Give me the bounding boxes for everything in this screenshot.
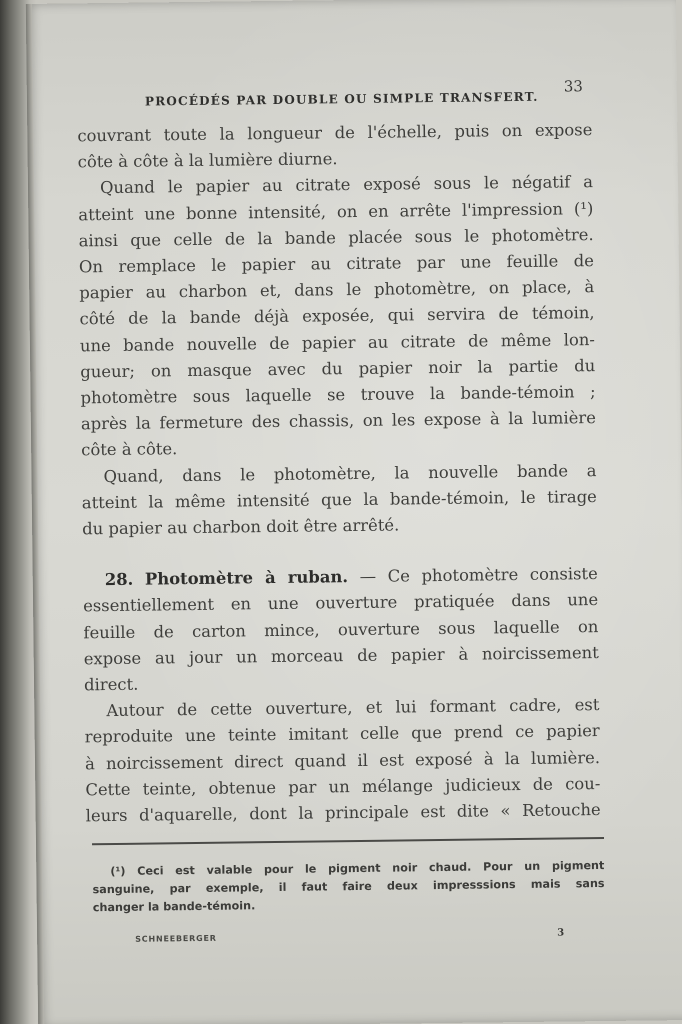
page-edge-shadow <box>26 4 45 1024</box>
text-line: gueur; on masque avec du papier noir la partie du <box>80 355 596 382</box>
text-line: à noircissement direct quand il est exposé à la lumière. <box>84 747 601 774</box>
text-line: après la fermeture des chassis, on les expose à la lumière <box>80 408 596 434</box>
text-line: leurs d'aquarelle, dont la principale est dite « Retouche <box>85 800 601 826</box>
footnote-divider <box>92 837 604 845</box>
section-title: Photomètre à ruban. <box>144 567 349 589</box>
text-line: atteint la même intensité que la bande-témoin, le tirage <box>81 486 597 513</box>
text-line: couvrant toute la longueur de l'échelle, puis on expose <box>77 120 593 146</box>
text-line: On remplace le papier au citrate par une feuille de <box>78 251 595 277</box>
text-line: côte à côte à la lumière diurne. <box>77 149 338 172</box>
running-head: PROCÉDÉS PAR DOUBLE OU SIMPLE TRANSFERT. <box>144 89 539 109</box>
paragraph-autour <box>84 692 601 829</box>
text-line: photomètre sous laquelle se trouve la bande-témoin ; <box>80 382 596 408</box>
text-line: Quand le papier au citrate exposé sous le négatif a <box>99 172 594 198</box>
section-number: 28. <box>104 569 134 590</box>
book-page <box>26 0 682 1024</box>
text-line: côté de la bande déjà exposée, qui servira de témoin, <box>79 303 595 329</box>
text-line: Cette teinte, obtenue par un mélange judicieux de cou- <box>85 773 601 800</box>
paragraph-citrate <box>78 169 596 464</box>
section-first-line-rest: — Ce photomètre consiste <box>359 564 598 587</box>
footnote-line: (¹) Ceci est valable pour le pigment noir chaud. Pour un pigment <box>110 859 605 879</box>
text-line: côte à côte. <box>81 439 178 460</box>
section-28 <box>83 561 600 698</box>
footnote-line: sanguine, par exemple, il faut faire deux impresssions mais sans <box>92 877 605 897</box>
text-line: du papier au charbon doit être arrêté. <box>82 515 400 539</box>
footnote-line: changer la bande-témoin. <box>92 899 256 915</box>
text-line: ainsi que celle de la bande placée sous le photomètre. <box>78 224 594 251</box>
text-line: Quand, dans le photomètre, la nouvelle bande a <box>103 460 597 486</box>
text-line: une bande nouvelle de papier au citrate de même lon- <box>79 329 596 355</box>
text-line: feuille de carton mince, ouverture sous laquelle on <box>83 616 599 643</box>
sheet-number: 3 <box>557 927 565 939</box>
text-line: reproduite une teinte imitant celle que prend ce papier <box>84 721 600 747</box>
body-text <box>77 117 601 830</box>
printer-signature: SCHNEEBERGER <box>135 933 217 944</box>
paragraph-photometre <box>81 458 597 543</box>
footnote <box>92 857 605 917</box>
text-line: Autour de cette ouverture, et lui formant cadre, est <box>106 695 600 721</box>
page-number: 33 <box>563 77 584 96</box>
paragraph-continuation <box>77 117 593 176</box>
text-line: atteint une bonne intensité, on en arrête l'impression (¹) <box>78 198 594 224</box>
text-line: expose au jour un morceau de papier à noircissement <box>83 642 599 669</box>
text-line: direct. <box>83 674 139 695</box>
text-line: essentiellement en une ouverture pratiquée dans une <box>83 590 599 616</box>
text-line: papier au charbon et, dans le photomètre, on place, à <box>79 277 595 303</box>
